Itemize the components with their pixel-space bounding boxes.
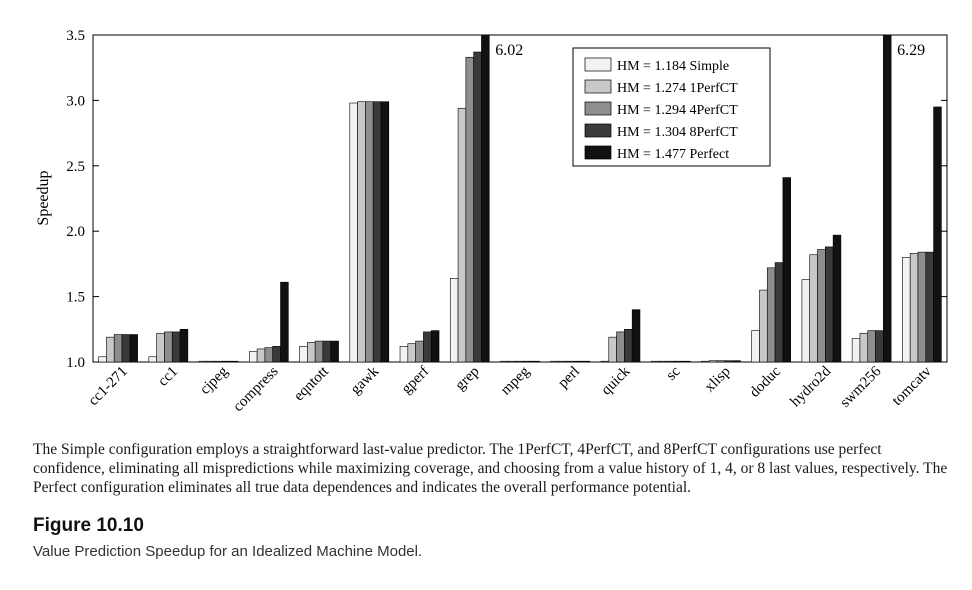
legend-label: HM = 1.274 1PerfCT: [617, 81, 738, 96]
bar-gperf-s1: [400, 346, 408, 362]
bar-cjpeg-s1: [199, 361, 207, 362]
bar-hydro2d-s1: [802, 280, 810, 362]
bar-hydro2d-s2: [810, 255, 818, 362]
legend-label: HM = 1.294 4PerfCT: [617, 103, 738, 118]
bar-compress-s2: [257, 349, 265, 362]
x-tick-label: cjpeg: [197, 363, 232, 398]
bar-swm256-s1: [852, 338, 860, 362]
bar-doduc-s2: [759, 290, 767, 362]
x-tick-label: quick: [598, 363, 634, 399]
y-tick-label: 1.5: [66, 289, 85, 306]
bar-gawk-s3: [365, 102, 373, 362]
bar-hydro2d-s4: [825, 247, 833, 362]
x-tick-label: mpeg: [497, 363, 533, 399]
bar-gperf-s3: [416, 341, 424, 362]
bar-swm256-s2: [860, 333, 868, 362]
bar-quick-s4: [624, 329, 632, 362]
bar-tomcatv-s4: [926, 252, 934, 362]
bar-grep-s5: [481, 35, 489, 362]
bar-cc1-s5: [180, 329, 188, 362]
bar-tomcatv-s2: [910, 253, 918, 362]
bar-xlisp-s5: [733, 361, 741, 362]
bar-grep-s1: [450, 278, 458, 362]
bar-sc-s1: [651, 361, 659, 362]
bar-grep-s3: [466, 57, 474, 362]
x-tick-label: gawk: [347, 363, 383, 398]
bar-tomcatv-s5: [934, 107, 942, 362]
figure-subtitle: Value Prediction Speedup for an Idealized Machine Model.: [33, 543, 423, 560]
bar-cjpeg-s4: [222, 361, 230, 362]
bar-mpeg-s5: [532, 361, 540, 362]
bar-cc1-s2: [157, 333, 165, 362]
bar-gawk-s2: [358, 102, 366, 362]
y-tick-label: 3.0: [66, 93, 85, 110]
bar-xlisp-s4: [725, 361, 733, 362]
bar-tomcatv-s1: [902, 257, 910, 362]
bar-cjpeg-s3: [215, 361, 223, 362]
bar-grep-s2: [458, 108, 466, 362]
figure-title: Figure 10.10: [33, 515, 144, 536]
bar-cc1-s1: [149, 357, 157, 362]
legend-label: HM = 1.304 8PerfCT: [617, 125, 738, 140]
bar-compress-s4: [273, 346, 281, 362]
legend: [573, 48, 770, 166]
bar-mpeg-s2: [508, 361, 516, 362]
bar-gawk-s5: [381, 102, 389, 362]
x-tick-label: xlisp: [701, 363, 734, 396]
bar-gperf-s2: [408, 344, 416, 362]
bar-doduc-s5: [783, 178, 791, 362]
bar-gperf-s4: [423, 332, 431, 362]
bar-quick-s5: [632, 310, 640, 362]
bar-sc-s5: [682, 361, 690, 362]
x-tick-label: tomcatv: [889, 363, 935, 410]
legend-swatch: [585, 146, 611, 159]
y-tick-label: 2.5: [66, 158, 85, 175]
bar-perl-s5: [582, 361, 590, 362]
bar-mpeg-s4: [524, 361, 532, 362]
bar-mpeg-s1: [501, 361, 509, 362]
clipped-value-label: 6.29: [897, 42, 926, 59]
x-tick-label: cc1: [155, 363, 182, 390]
bar-compress-s3: [265, 348, 273, 362]
bar-sc-s2: [659, 361, 667, 362]
bar-eqntott-s2: [307, 342, 315, 362]
bar-cc1-271-s4: [122, 335, 130, 362]
x-tick-label: doduc: [746, 363, 785, 401]
bar-mpeg-s3: [516, 361, 524, 362]
y-tick-label: 1.0: [66, 355, 85, 371]
bar-gawk-s4: [373, 102, 381, 362]
x-tick-label: compress: [230, 363, 282, 415]
bar-hydro2d-s3: [818, 250, 826, 362]
bar-gawk-s1: [350, 103, 358, 362]
bar-perl-s1: [551, 361, 559, 362]
bar-perl-s4: [574, 361, 582, 362]
bar-cc1-s3: [164, 332, 172, 362]
bar-swm256-s3: [868, 331, 876, 362]
bar-eqntott-s4: [323, 341, 331, 362]
bar-cc1-271-s2: [106, 337, 114, 362]
bar-cc1-271-s5: [130, 335, 138, 362]
x-tick-label: grep: [452, 363, 483, 394]
legend-swatch: [585, 124, 611, 137]
bar-swm256-s5: [883, 35, 891, 362]
x-tick-label: gperf: [398, 363, 433, 398]
y-axis-label: Speedup: [35, 170, 52, 226]
bar-hydro2d-s5: [833, 235, 841, 362]
bar-doduc-s1: [752, 331, 760, 362]
bar-cjpeg-s2: [207, 361, 215, 362]
bar-perl-s2: [559, 361, 567, 362]
y-tick-label: 2.0: [66, 224, 85, 241]
bar-quick-s3: [617, 332, 625, 362]
bar-sc-s3: [667, 361, 675, 362]
bar-swm256-s4: [876, 331, 884, 362]
bar-eqntott-s5: [331, 341, 339, 362]
bar-cc1-271-s1: [99, 357, 107, 362]
legend-swatch: [585, 58, 611, 71]
x-tick-label: sc: [663, 363, 684, 384]
bar-compress-s1: [249, 352, 257, 362]
bar-eqntott-s3: [315, 341, 323, 362]
x-tick-label: eqntott: [291, 363, 332, 405]
legend-label: HM = 1.477 Perfect: [617, 147, 730, 162]
bar-gperf-s5: [431, 331, 439, 362]
legend-swatch: [585, 102, 611, 115]
bar-perl-s3: [566, 361, 574, 362]
bar-xlisp-s3: [717, 361, 725, 362]
bar-grep-s4: [474, 52, 482, 362]
bar-tomcatv-s3: [918, 252, 926, 362]
bar-cc1-271-s3: [114, 335, 122, 362]
x-tick-label: swm256: [837, 363, 885, 411]
y-tick-label: 3.5: [66, 28, 85, 44]
bar-xlisp-s1: [701, 361, 709, 362]
bar-sc-s4: [675, 361, 683, 362]
bar-cc1-s4: [172, 332, 180, 362]
bar-cjpeg-s5: [230, 361, 238, 362]
legend-swatch: [585, 80, 611, 93]
x-tick-label: cc1-271: [85, 363, 131, 409]
bar-xlisp-s2: [709, 361, 717, 362]
x-tick-label: hydro2d: [787, 363, 835, 411]
legend-label: HM = 1.184 Simple: [617, 59, 730, 74]
bar-doduc-s4: [775, 263, 783, 362]
bar-quick-s2: [609, 337, 617, 362]
clipped-value-label: 6.02: [495, 42, 524, 59]
x-tick-label: perl: [555, 363, 584, 392]
bar-eqntott-s1: [300, 346, 308, 362]
bar-quick-s1: [601, 361, 609, 362]
figure-caption: The Simple configuration employs a straightforward last-value predictor. The 1PerfCT, 4PerfCT, and 8PerfCT configurations use perfect confidence, eliminating all mispredictions while maximizing coverage, and choosing from a value history of 1, 4, or 8 last values, respectively. The Perfect configuration eliminates all true data dependences and indicates the overall performance potential.: [33, 441, 948, 496]
bar-doduc-s3: [767, 268, 775, 362]
bar-compress-s5: [281, 282, 289, 362]
